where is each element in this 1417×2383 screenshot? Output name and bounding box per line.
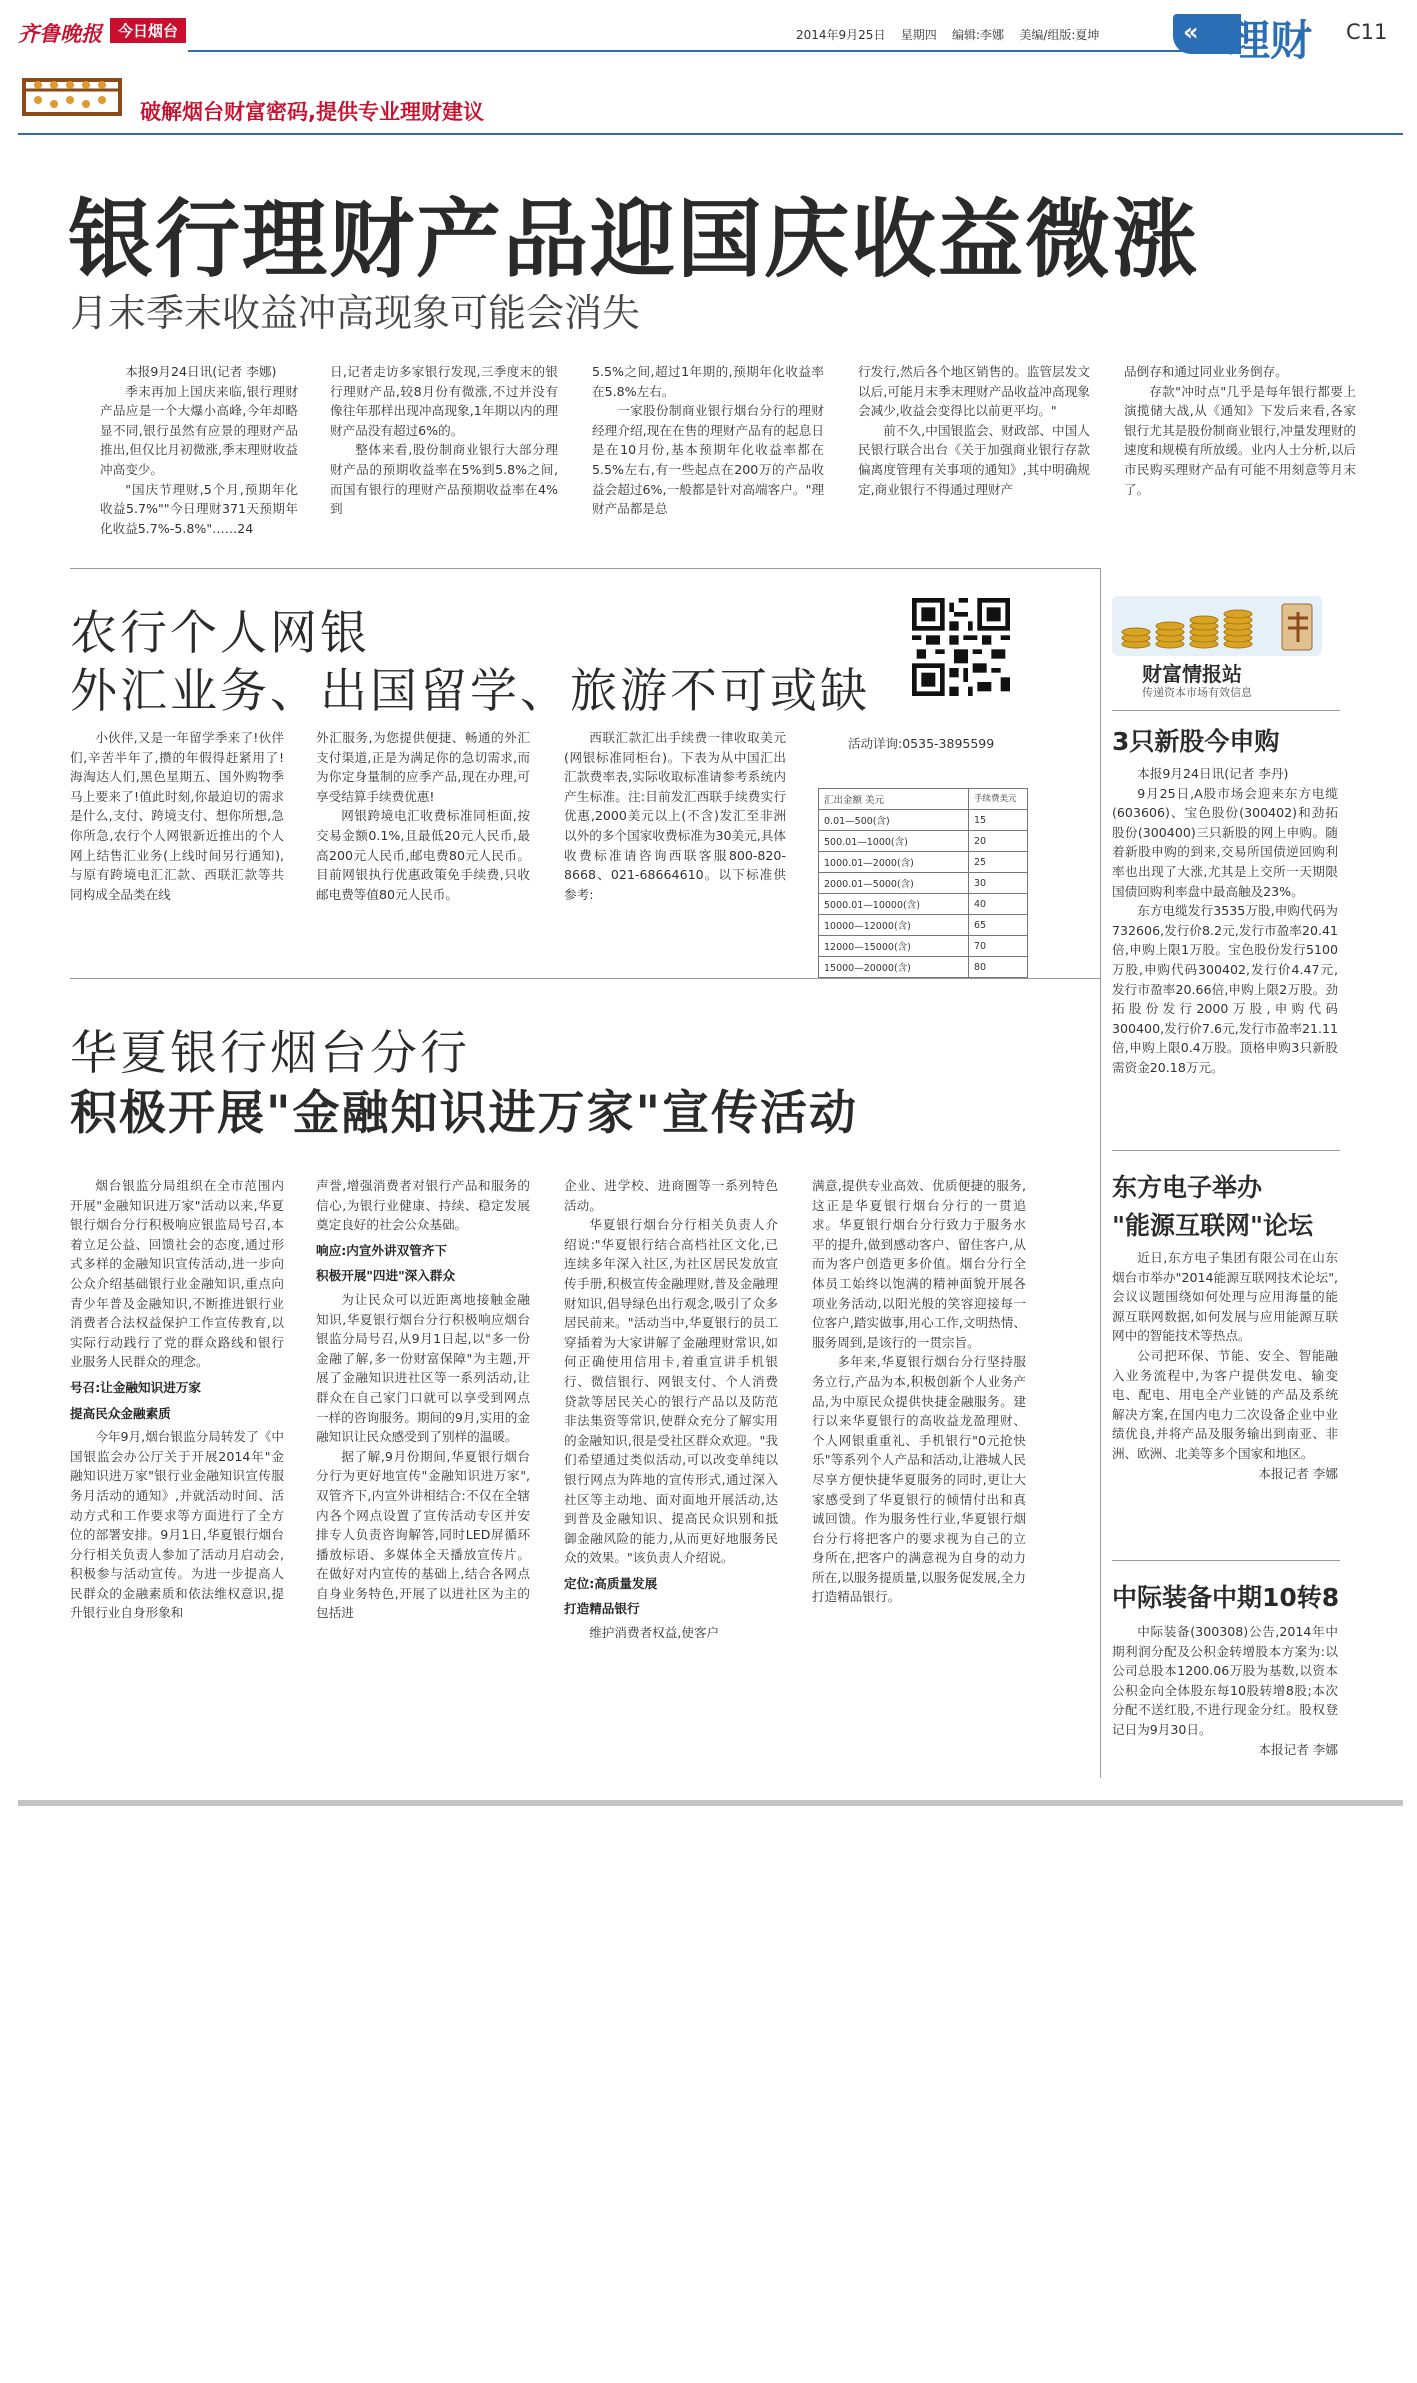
page-number: C11 [1346, 20, 1388, 44]
dfdz-byline: 本报记者 李娜 [1258, 1465, 1338, 1481]
ipo-body [1112, 764, 1338, 1164]
subheading: 响应:内宣外讲双管齐下 [316, 1242, 447, 1258]
article1-body-5 [1124, 362, 1356, 499]
zjzb-byline: 本报记者 李娜 [1258, 1741, 1338, 1757]
paragraph: 品倒存和通过同业业务倒存。 [1124, 364, 1288, 379]
paragraph: 行发行,然后各个地区销售的。监管层发文以后,可能月末季末理财产品收益冲高现象会减少,收益会变得比以前更平均。" [858, 364, 1090, 419]
dfdz-text [1112, 1248, 1338, 1464]
paragraph: 网银跨境电汇收费标准同柜面,按交易金额0.1%,且最低20元人民币,最高200元人民币,邮电费80元人民币。目前网银执行优惠政策免手续费,只收邮电费等值80元人民币。 [316, 808, 530, 902]
article3-column-3 [564, 1176, 778, 1776]
subheading: 提高民众金融素质 [70, 1405, 171, 1421]
article1-column-1 [100, 362, 298, 562]
fee-amount-cell: 5000.01—10000(含) [819, 894, 969, 915]
article2-title-line2: 外汇业务、出国留学、旅游不可或缺 [70, 664, 870, 719]
sidebar-vertical-rule [1100, 568, 1101, 1778]
ipo-title: 3只新股今申购 [1112, 727, 1280, 756]
fee-table-row [819, 957, 1028, 978]
paragraph: 9月25日,A股市场会迎来东方电缆(603606)、宝色股份(300402)和劲拓股份(300400)三只新股的网上申购。随着新股申购的到来,交易所国债逆回购利率也出现了大涨,尤其是上交所一天期限国债回购利率盘中最高触及23%。 [1112, 785, 1338, 899]
divider-article2 [70, 978, 1100, 979]
zjzb-text [1112, 1622, 1338, 1740]
article2-column-1 [70, 728, 284, 968]
paragraph: 中际装备(300308)公告,2014年中期利润分配及公积金转增股本方案为:以公司总股本1200.06万股为基数,以资本公积金向全体股东每10股转增8股;本次分配不送红股,不进行现金分红。股权登记日为9月30日。 [1112, 1624, 1338, 1737]
activity-contact: 活动详询:0535-3895599 [848, 736, 995, 751]
article1-body-2 [330, 362, 558, 519]
paragraph: 小伙伴,又是一年留学季来了!伙伴们,辛苦半年了,攒的年假得赶紧用了!海淘达人们,黑色星期五、国外购物季马上要来了!值此时刻,你最迫切的需求是什么,支付、跨境支付、想你所想,急你所急,农行个人网银新近推出的个人网上结售汇业务(上线时间另行通知),与原有跨境电汇汇款、西联汇款等共同构成全品类在线 [70, 730, 284, 902]
article2-body-3 [564, 728, 786, 904]
fee-value-cell: 30 [969, 873, 1028, 894]
fee-amount-cell: 10000—12000(含) [819, 915, 969, 936]
article1-byline: 本报9月24日讯(记者 李娜) [125, 364, 277, 379]
article2-body-2 [316, 728, 530, 904]
masthead-meta [796, 26, 1099, 43]
sidebar-rule-2 [1112, 1150, 1340, 1151]
article3-title-line2: 积极开展"金融知识进万家"宣传活动 [70, 1086, 858, 1141]
article2-column-3 [564, 728, 786, 968]
article3-body-1 [70, 1176, 284, 1623]
fee-amount-cell: 12000—15000(含) [819, 936, 969, 957]
fee-table-row [819, 873, 1028, 894]
zjzb-body [1112, 1622, 1338, 1782]
paragraph: "国庆节理财,5个月,预期年化收益5.7%""今日理财371天预期年化收益5.7%-5.8%"……24 [100, 481, 298, 536]
fee-table-header-fee: 手续费美元 [969, 789, 1028, 810]
date: 2014年9月25日 [796, 28, 886, 42]
wealth-banner [1112, 596, 1322, 706]
abacus-icon [18, 64, 128, 124]
paragraph: 华夏银行烟台分行相关负责人介绍说:"华夏银行结合高档社区文化,已连续多年深入社区,为社区居民发放宣传手册,积极宣传金融理财,普及金融理财知识,倡导绿色出行观念,吸引了众多居民前来。"活动当中,华夏银行的员工穿插着为大家讲解了金融理财常识,如何正确使用信用卡,着重宣讲手机银行、微信银行、网银支付、个人消费贷款等居民关心的银行产品以及防范非法集资等常识,使群众充分了解实用的金融知识,很是受社区群众欢迎。"我们希望通过类似活动,可以改变单纯以银行网点为阵地的宣传形式,通过深入社区等主动地、面对面地开展活动,达到普及金融知识、提高民众识别和抵御金融风险的能力,从而更好地服务民众的效果。"该负责人介绍说。 [564, 1217, 778, 1566]
article3-column-1 [70, 1176, 284, 1776]
article1-subtitle: 月末季末收益冲高现象可能会消失 [70, 291, 641, 335]
article2-title-line1: 农行个人网银 [70, 606, 370, 661]
paragraph: 西联汇款汇出手续费一律收取美元(网银标准同柜台)。下表为从中国汇出汇款费率表,实际收取标准请参考系统内产生标准。注:目前发汇西联手续费实行优惠,2000美元以上(不含)发汇至非洲以外的多个国家收费标准为30美元,具体收费标准请咨询西联客服800-820-8668、021-68664610。以下标准供参考: [564, 730, 786, 902]
slogan: 破解烟台财富密码,提供专业理财建议 [140, 100, 484, 124]
weekday: 星期四 [900, 28, 937, 42]
paragraph: 满意,提供专业高效、优质便捷的服务,这正是华夏银行烟台分行的一贯追求。华夏银行烟台分行致力于服务水平的提升,做到感动客户、留住客户,从而为客户创造更多价值。烟台分行全体员工始终以饱满的精神面貌开展各项业务活动,以阳光般的笑容迎接每一位客户,踏实做事,用心工作,文明热情、服务周到,是该行的一贯宗旨。 [812, 1178, 1026, 1350]
article3-column-2 [316, 1176, 530, 1776]
sidebar-rule-3 [1112, 1560, 1340, 1561]
designer: 美编/组版:夏坤 [1019, 28, 1100, 42]
article3-body-4 [812, 1176, 1026, 1607]
subheading: 定位:高质量发展 [564, 1575, 658, 1591]
section-name-badge: 今日烟台 [110, 18, 186, 43]
banner-title: 财富情报站 [1142, 662, 1242, 686]
fee-amount-cell: 1000.01—2000(含) [819, 852, 969, 873]
fee-amount-cell: 500.01—1000(含) [819, 831, 969, 852]
article1-column-2 [330, 362, 558, 562]
editor: 编辑:李娜 [952, 28, 1005, 42]
article2-column-2 [316, 728, 530, 968]
fee-table-row [819, 810, 1028, 831]
fee-value-cell: 70 [969, 936, 1028, 957]
paragraph: 近日,东方电子集团有限公司在山东烟台市举办"2014能源互联网技术论坛",会议议题围绕如何处理与应用海量的能源互联网数据,如何发展与应用能源互联网中的智能技术等热点。 [1112, 1250, 1338, 1344]
dfdz-body [1112, 1248, 1338, 1528]
ipo-text [1112, 784, 1338, 1078]
article3-title-line1: 华夏银行烟台分行 [70, 1026, 470, 1081]
double-chevron-icon: « [1183, 18, 1199, 46]
paragraph: 一家股份制商业银行烟台分行的理财经理介绍,现在在售的理财产品有的起息日是在10月份,基本预期年化收益率都在5.5%左右,有一些起点在200万的产品收益会超过6%,一般都是针对高端客户。"理财产品都是总 [592, 403, 824, 517]
fee-table-row [819, 894, 1028, 915]
fee-table-row [819, 852, 1028, 873]
article1-title: 银行理财产品迎国庆收益微涨 [68, 191, 1200, 290]
subheading: 号召:让金融知识进万家 [70, 1379, 201, 1395]
fee-amount-cell: 0.01—500(含) [819, 810, 969, 831]
paragraph: 5.5%之间,超过1年期的,预期年化收益率在5.8%左右。 [592, 364, 824, 399]
article1-column-5 [1124, 362, 1356, 562]
masthead-bottom-rule [18, 133, 1403, 135]
ipo-byline: 本报9月24日讯(记者 李丹) [1137, 766, 1289, 781]
paragraph: 前不久,中国银监会、财政部、中国人民银行联合出台《关于加强商业银行存款偏离度管理有关事项的通知》,其中明确规定,商业银行不得通过理财产 [858, 422, 1090, 497]
paragraph: 烟台银监分局组织在全市范围内开展"金融知识进万家"活动以来,华夏银行烟台分行积极响应银监局号召,本着立足公益、回馈社会的态度,通过形式多样的金融知识宣传活动,进一步向公众介绍基础银行业金融知识,重点向青少年普及金融知识,不断推进银行业消费者合法权益保护工作宣传教育,以实际行动践行了党的群众路线和银行业服务人民群众的理念。 [70, 1178, 284, 1370]
article1-body-3 [592, 362, 824, 519]
paragraph: 为让民众可以近距离地接触金融知识,华夏银行烟台分行积极响应烟台银监分局号召,从9月1日起,以"多一份金融了解,多一份财富保障"为主题,开展了金融知识进社区等一系列活动,让群众在自己家门口就可以享受到网点一样的咨询服务。期间的9月,实用的金融知识让民众感受到了别样的温暖。 [316, 1291, 530, 1445]
fee-table-row [819, 831, 1028, 852]
header-rule [188, 50, 1188, 52]
article2-body-1 [70, 728, 284, 904]
fee-value-cell: 25 [969, 852, 1028, 873]
fee-table-header-amount: 汇出金额 美元 [819, 789, 969, 810]
article1-column-3 [592, 362, 824, 562]
article1-column-4 [858, 362, 1090, 562]
article3-body-2 [316, 1176, 530, 1623]
fee-table [818, 788, 1028, 978]
paragraph: 今年9月,烟台银监分局转发了《中国银监会办公厅关于开展2014年"金融知识进万家"银行业金融知识宣传服务月活动的通知》,并就活动时间、活动方式和工作要求等方面进行了全方位的部署安排。9月1日,华夏银行烟台分行相关负责人参加了活动月启动会,积极参与活动宣传。为进一步提高人民群众的金融素质和依法维权意识,提升银行业自身形象和 [70, 1429, 284, 1621]
fee-value-cell: 40 [969, 894, 1028, 915]
paragraph: 日,记者走访多家银行发现,三季度末的银行理财产品,较8月份有微涨,不过并没有像往年那样出现冲高现象,1年期以内的理财产品没有超过6%的。 [330, 364, 558, 438]
paragraph: 整体来看,股份制商业银行大部分理财产品的预期收益率在5%到5.8%之间,而国有银行的理财产品预期收益率在4%到 [330, 442, 558, 517]
coins-illustration-icon [1112, 596, 1322, 656]
paragraph: 企业、进学校、进商圈等一系列特色活动。 [564, 1178, 778, 1213]
section-label: 理财 [1228, 16, 1313, 65]
paragraph: 存款"冲时点"几乎是每年银行都要上演揽储大战,从《通知》下发后来看,各家银行尤其是股份制商业银行,冲量发理财的速度和规模有所放缓。业内人士分析,以后市民购买理财产品有可能不用刻意等月末了。 [1124, 383, 1356, 497]
banner-tagline: 传递资本市场有效信息 [1142, 686, 1252, 699]
subheading: 积极开展"四进"深入群众 [316, 1268, 456, 1284]
fee-amount-cell: 15000—20000(含) [819, 957, 969, 978]
paragraph: 公司把环保、节能、安全、智能融入业务流程中,为客户提供发电、输变电、配电、用电全产业链的产品及系统解决方案,在国内电力二次设备企业中业绩优良,并将产品及服务输出到南亚、非洲、欧洲、北美等多个国家和地区。 [1112, 1347, 1338, 1461]
paragraph: 多年来,华夏银行烟台分行坚持服务立行,产品为本,积极创新个人业务产品,为中原民众提供快捷金融服务。建行以来华夏银行的高收益龙盈理财、个人网银重重礼、手机银行"0元抢快乐"等系列个人产品和活动,让港城人民尽享方便快捷华夏服务的同时,更让大家感受到了华夏银行的倾情付出和真诚回馈。作为服务性行业,华夏银行烟台分行将把客户的要求视为自己的立身所在,把客户的满意视为自身的动力所在,以服务提质量,以服务促发展,全力打造精品银行。 [812, 1354, 1026, 1605]
masthead [18, 14, 1403, 134]
paragraph: 外汇服务,为您提供便捷、畅通的外汇支付渠道,正是为满足你的急切需求,而为你定身量制的应季产品,现在办理,可享受结算手续费优惠! [316, 730, 530, 804]
paragraph: 季末再加上国庆来临,银行理财产品应是一个大爆小高峰,今年却略显不同,银行虽然有应景的理财产品推出,但仅比月初微涨,季末理财收益冲高变少。 [100, 383, 298, 477]
dfdz-title-line1: 东方电子举办 [1112, 1173, 1263, 1202]
dfdz-title-line2: "能源互联网"论坛 [1112, 1211, 1314, 1240]
zjzb-title: 中际装备中期10转8 [1112, 1583, 1340, 1612]
article1-body-1 [100, 382, 298, 539]
fee-value-cell: 20 [969, 831, 1028, 852]
qr-code-icon [912, 598, 1010, 696]
fee-table-header-row [819, 789, 1028, 810]
page-bottom-rule [18, 1800, 1403, 1806]
fee-table-row [819, 936, 1028, 957]
fee-value-cell: 15 [969, 810, 1028, 831]
paragraph: 声誉,增强消费者对银行产品和服务的信心,为银行业健康、持续、稳定发展奠定良好的社会公众基础。 [316, 1178, 530, 1233]
sidebar-rule-1 [1112, 710, 1340, 711]
article3-column-4 [812, 1176, 1026, 1776]
divider-article1 [70, 568, 1100, 569]
article1-body-4 [858, 362, 1090, 499]
fee-amount-cell: 2000.01—5000(含) [819, 873, 969, 894]
paragraph: 维护消费者权益,使客户 [589, 1625, 720, 1641]
paragraph: 东方电缆发行3535万股,申购代码为732606,发行价8.2元,发行市盈率20.41倍,申购上限1万股。宝色股份发行5100万股,申购代码300402,发行价4.47元,发行市盈率20.66倍,申购上限2万股。劲拓股份发行2000万股,申购代码300400,发行价7.6元,发行市盈率21.11倍,申购上限0.4万股。顶格申购3只新股需资金20.18万元。 [1112, 903, 1338, 1075]
paper-logo: 齐鲁晚报 [18, 21, 102, 46]
article3-body-3 [564, 1176, 778, 1643]
fee-value-cell: 80 [969, 957, 1028, 978]
fee-value-cell: 65 [969, 915, 1028, 936]
paragraph: 据了解,9月份期间,华夏银行烟台分行为更好地宣传"金融知识进万家",双管齐下,内宣外讲相结合:不仅在全辖内各个网点设置了宣传活动专区并安排专人负责咨询解答,同时LED屏循环播放标语、多媒体全天播放宣传片。在做好对内宣传的基础上,结合各网点自身业务特色,开展了以进社区为主的包括进 [316, 1448, 530, 1621]
fee-table-row [819, 915, 1028, 936]
subheading: 打造精品银行 [564, 1601, 640, 1617]
